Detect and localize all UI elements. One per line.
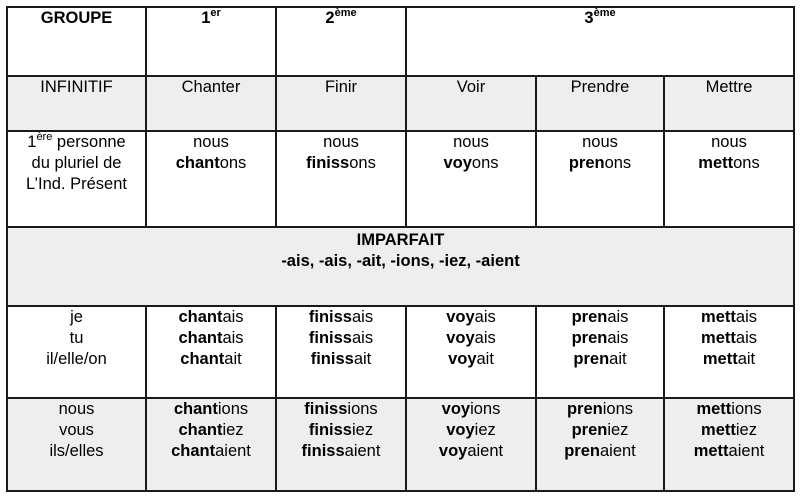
verb-ending: iez (735, 421, 757, 440)
plural-pronouns (7, 398, 146, 491)
verb-form (537, 307, 663, 328)
verb-ending: ons (219, 154, 247, 173)
imparfait-row (7, 227, 794, 306)
singular-row (7, 306, 794, 399)
verb-form (147, 153, 275, 174)
verb-form (407, 441, 535, 462)
verb-ending: ait (353, 349, 372, 368)
infinitive-cell: Mettre (664, 76, 794, 131)
verb-stem: voy (446, 328, 475, 347)
verb-form (147, 307, 275, 328)
pronoun: ils/elles (49, 442, 104, 461)
verb-form (407, 399, 535, 420)
pronoun: il/elle/on (46, 349, 107, 368)
verb-stem: pren (571, 421, 608, 440)
verb-stem: mett (701, 421, 736, 440)
verb-form (147, 349, 275, 370)
verb-form (537, 399, 663, 420)
verb-stem: voy (438, 442, 468, 461)
verb-form (537, 349, 663, 370)
verb-ending: ons (349, 154, 376, 173)
verb-ending: ait (476, 349, 494, 368)
groupe-header (7, 7, 146, 76)
verb-form (665, 307, 793, 328)
verb-stem: chant (178, 307, 223, 326)
verb-ending: ions (217, 400, 249, 419)
verb-form (665, 153, 793, 174)
verb-ending: ais (352, 307, 374, 326)
verb-stem: mett (698, 154, 734, 173)
singular-pronouns (7, 306, 146, 399)
verb-stem: mett (702, 349, 738, 368)
verb-form (147, 399, 275, 420)
present-cell (536, 131, 664, 227)
present-label-word: personne (52, 133, 126, 152)
verb-ending: ait (224, 349, 242, 368)
verb-ending: iez (352, 421, 374, 440)
group3-sup: ème (593, 6, 616, 19)
present-cell (664, 131, 794, 227)
verb-ending: ions (731, 400, 762, 419)
present-cell (276, 131, 406, 227)
verb-stem: mett (701, 307, 736, 326)
group1-sup: er (210, 6, 221, 19)
verb-stem: mett (696, 400, 732, 419)
verb-ending: ais (352, 328, 374, 347)
infinitive-cell: Voir (406, 76, 536, 131)
verb-stem: voy (446, 421, 475, 440)
verb-stem: chant (175, 154, 220, 173)
verb-form (407, 307, 535, 328)
pronoun: vous (59, 421, 94, 440)
verb-ending: ons (733, 154, 760, 173)
verb-ending: ais (474, 328, 496, 347)
infinitive-cell: Chanter (146, 76, 276, 131)
verb-stem: pren (571, 328, 608, 347)
verb-form (277, 399, 405, 420)
verb-ending: ais (222, 328, 244, 347)
verb-ending: ions (470, 400, 501, 419)
verb-form (277, 420, 405, 441)
verb-stem: finiss (308, 328, 352, 347)
verb-stem: chant (171, 442, 216, 461)
verb-stem: pren (571, 307, 608, 326)
singular-cell (276, 306, 406, 399)
group3-header (406, 7, 794, 76)
singular-cell (146, 306, 276, 399)
present-label (7, 131, 146, 227)
verb-form (277, 328, 405, 349)
verb-form (665, 399, 793, 420)
plural-cell (406, 398, 536, 491)
verb-stem: finiss (301, 442, 345, 461)
verb-stem: finiss (306, 154, 350, 173)
verb-form (147, 328, 275, 349)
pronoun: nous (453, 133, 489, 152)
verb-stem: pren (573, 349, 610, 368)
verb-ending: ais (474, 307, 496, 326)
verb-stem: pren (566, 400, 603, 419)
conjugation-table (6, 6, 795, 492)
present-label-line2: du pluriel de (31, 154, 122, 173)
verb-stem: pren (564, 442, 600, 461)
verb-form (407, 328, 535, 349)
verb-form (665, 441, 793, 462)
plural-cell (276, 398, 406, 491)
group2-header (276, 7, 406, 76)
verb-form (665, 328, 793, 349)
infinitive-row (7, 76, 794, 131)
verb-form (537, 441, 663, 462)
verb-stem: mett (693, 442, 729, 461)
singular-cell (664, 306, 794, 399)
header-row (7, 7, 794, 76)
verb-stem: chant (178, 328, 223, 347)
verb-form (407, 349, 535, 370)
verb-ending: aient (467, 442, 504, 461)
verb-stem: voy (443, 154, 472, 173)
verb-stem: voy (446, 307, 475, 326)
verb-ending: aient (344, 442, 381, 461)
pronoun: nous (193, 133, 229, 152)
verb-ending: aient (215, 442, 251, 461)
verb-form (537, 420, 663, 441)
verb-form (537, 328, 663, 349)
verb-ending: ions (347, 400, 378, 419)
plural-cell (664, 398, 794, 491)
group2-number: 2 (325, 9, 335, 27)
plural-cell (146, 398, 276, 491)
verb-stem: voy (448, 349, 477, 368)
present-label-line3: L’Ind. Présent (26, 175, 127, 194)
verb-stem: finiss (304, 400, 348, 419)
verb-ending: ait (609, 349, 627, 368)
pronoun: je (70, 307, 83, 326)
group1-header (146, 7, 276, 76)
verb-form (407, 153, 535, 174)
verb-ending: aient (599, 442, 636, 461)
infinitive-cell: Finir (276, 76, 406, 131)
verb-form (665, 349, 793, 370)
pronoun: nous (58, 400, 95, 419)
verb-form (147, 441, 275, 462)
verb-stem: chant (173, 400, 218, 419)
imparfait-banner (7, 227, 794, 306)
present-row (7, 131, 794, 227)
verb-stem: mett (701, 328, 736, 347)
verb-form (277, 307, 405, 328)
verb-form (277, 441, 405, 462)
verb-ending: ais (607, 307, 629, 326)
infinitive-cell: Prendre (536, 76, 664, 131)
present-label-sup: ère (36, 130, 53, 143)
verb-stem: finiss (310, 349, 354, 368)
verb-form (277, 349, 405, 370)
verb-ending: ais (222, 307, 244, 326)
verb-form (147, 420, 275, 441)
verb-stem: finiss (308, 307, 352, 326)
verb-ending: ais (735, 307, 757, 326)
present-label-line1 (8, 132, 145, 153)
verb-stem: chant (178, 421, 223, 440)
group1-number: 1 (201, 9, 211, 27)
verb-ending: aient (728, 442, 765, 461)
verb-ending: iez (607, 421, 629, 440)
verb-form (277, 153, 405, 174)
verb-stem: chant (180, 349, 225, 368)
pronoun: tu (69, 328, 84, 347)
singular-cell (406, 306, 536, 399)
verb-stem: voy (441, 400, 471, 419)
groupe-label: GROUPE (40, 9, 113, 27)
verb-ending: ons (604, 154, 632, 173)
verb-ending: iez (222, 421, 244, 440)
infinitif-label: INFINITIF (7, 76, 146, 131)
group2-sup: ème (334, 6, 357, 19)
verb-ending: iez (474, 421, 496, 440)
plural-cell (536, 398, 664, 491)
present-cell (146, 131, 276, 227)
verb-ending: ait (737, 349, 756, 368)
verb-ending: ons (471, 154, 499, 173)
plural-row (7, 398, 794, 491)
verb-ending: ions (602, 400, 634, 419)
verb-stem: pren (568, 154, 605, 173)
verb-stem: finiss (308, 421, 352, 440)
verb-ending: ais (607, 328, 629, 347)
imparfait-title: IMPARFAIT (356, 231, 445, 250)
pronoun: nous (711, 133, 747, 152)
verb-form (407, 420, 535, 441)
verb-ending: ais (735, 328, 757, 347)
verb-form (665, 420, 793, 441)
imparfait-endings: -ais, -ais, -ait, -ions, -iez, -aient (281, 252, 520, 271)
verb-form (537, 153, 663, 174)
group3-number: 3 (584, 9, 594, 27)
pronoun: nous (582, 133, 618, 152)
present-cell (406, 131, 536, 227)
present-label-number: 1 (27, 133, 37, 152)
pronoun: nous (323, 133, 359, 152)
singular-cell (536, 306, 664, 399)
